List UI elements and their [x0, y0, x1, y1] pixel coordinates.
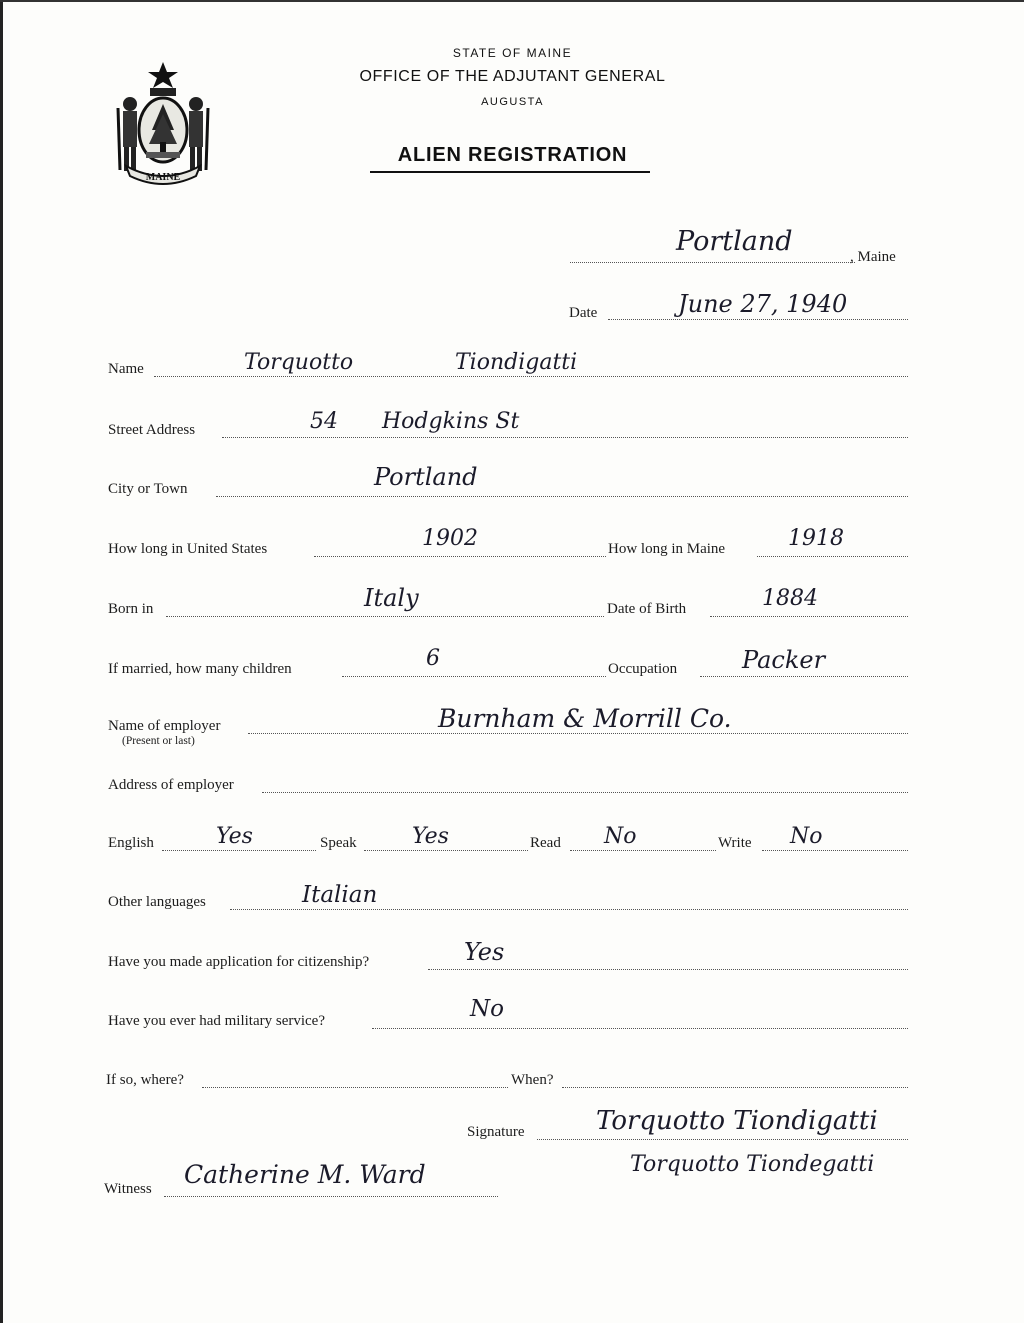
occupation-value: Packer: [742, 646, 826, 674]
witness-value: Catherine M. Ward: [184, 1160, 426, 1189]
name-last-value: Tiondigatti: [455, 350, 578, 375]
form-title: ALIEN REGISTRATION: [397, 144, 628, 166]
other-languages-line: [230, 909, 908, 910]
children-line: [342, 676, 606, 677]
occupation-line: [700, 676, 908, 677]
name-line: [154, 376, 908, 377]
page-top-edge: [0, 0, 1024, 2]
employer-address-line: [262, 792, 908, 793]
read-label: Read: [530, 835, 561, 851]
witness-label: Witness: [104, 1181, 152, 1197]
years-us-line: [314, 556, 606, 557]
where-line: [202, 1087, 508, 1088]
citizenship-label: Have you made application for citizenship?: [108, 954, 370, 970]
employer-sub-label: (Present or last): [122, 735, 195, 747]
place-value: Portland: [676, 226, 793, 257]
street-address-label: Street Address: [108, 422, 196, 438]
occupation-label: Occupation: [608, 661, 678, 677]
english-line: [162, 850, 316, 851]
born-in-line: [166, 616, 604, 617]
years-us-label: How long in United States: [108, 541, 268, 557]
military-label: Have you ever had military service?: [108, 1013, 325, 1029]
date-value: June 27, 1940: [678, 290, 848, 318]
speak-value: Yes: [412, 824, 449, 849]
city-label: City or Town: [108, 481, 188, 497]
name-label: Name: [108, 361, 144, 377]
when-line: [562, 1087, 908, 1088]
where-label: If so, where?: [106, 1072, 184, 1088]
signature-value: Torquotto Tiondigatti: [596, 1106, 878, 1136]
date-line: [608, 319, 908, 320]
seal-motto: MAINE: [145, 172, 181, 183]
children-value: 6: [426, 646, 440, 671]
military-value: No: [470, 996, 504, 1022]
children-label: If married, how many children: [108, 661, 292, 677]
name-first-value: Torquotto: [244, 350, 354, 375]
dob-value: 1884: [762, 586, 818, 611]
citizenship-value: Yes: [464, 938, 505, 966]
page-left-edge: [0, 0, 3, 1323]
employer-label: Name of employer: [108, 718, 221, 734]
street-name-value: Hodgkins St: [382, 409, 520, 434]
write-label: Write: [718, 835, 752, 851]
header-city: AUGUSTA: [481, 96, 544, 108]
dob-line: [710, 616, 908, 617]
date-label: Date: [569, 305, 598, 321]
born-in-value: Italy: [364, 584, 419, 612]
read-line: [570, 850, 716, 851]
when-label: When?: [511, 1072, 554, 1088]
other-languages-label: Other languages: [108, 894, 206, 910]
speak-line: [364, 850, 528, 851]
years-maine-label: How long in Maine: [608, 541, 726, 557]
witness-line: [164, 1196, 498, 1197]
maine-state-seal: [108, 58, 218, 188]
employer-line: [248, 733, 908, 734]
years-maine-line: [757, 556, 908, 557]
years-us-value: 1902: [422, 526, 478, 551]
signature-printed-value: Torquotto Tiondegatti: [630, 1152, 875, 1177]
employer-value: Burnham & Morrill Co.: [438, 704, 732, 733]
english-value: Yes: [216, 824, 253, 849]
years-maine-value: 1918: [788, 526, 844, 551]
dob-label: Date of Birth: [607, 601, 687, 617]
write-value: No: [790, 824, 823, 849]
place-line: [570, 262, 855, 263]
street-number-value: 54: [310, 409, 338, 434]
title-underline: [370, 171, 650, 173]
speak-label: Speak: [320, 835, 357, 851]
write-line: [762, 850, 908, 851]
signature-label: Signature: [467, 1124, 525, 1140]
citizenship-line: [428, 969, 908, 970]
header-state: STATE OF MAINE: [452, 46, 573, 60]
employer-address-label: Address of employer: [108, 777, 234, 793]
other-languages-value: Italian: [302, 882, 378, 908]
header-office: OFFICE OF THE ADJUTANT GENERAL: [359, 68, 666, 85]
military-line: [372, 1028, 908, 1029]
city-value: Portland: [374, 463, 478, 491]
read-value: No: [604, 824, 637, 849]
street-address-line: [222, 437, 908, 438]
place-suffix-label: , Maine: [850, 249, 896, 265]
signature-line: [537, 1139, 908, 1140]
city-line: [216, 496, 908, 497]
english-label: English: [108, 835, 154, 851]
born-in-label: Born in: [108, 601, 154, 617]
